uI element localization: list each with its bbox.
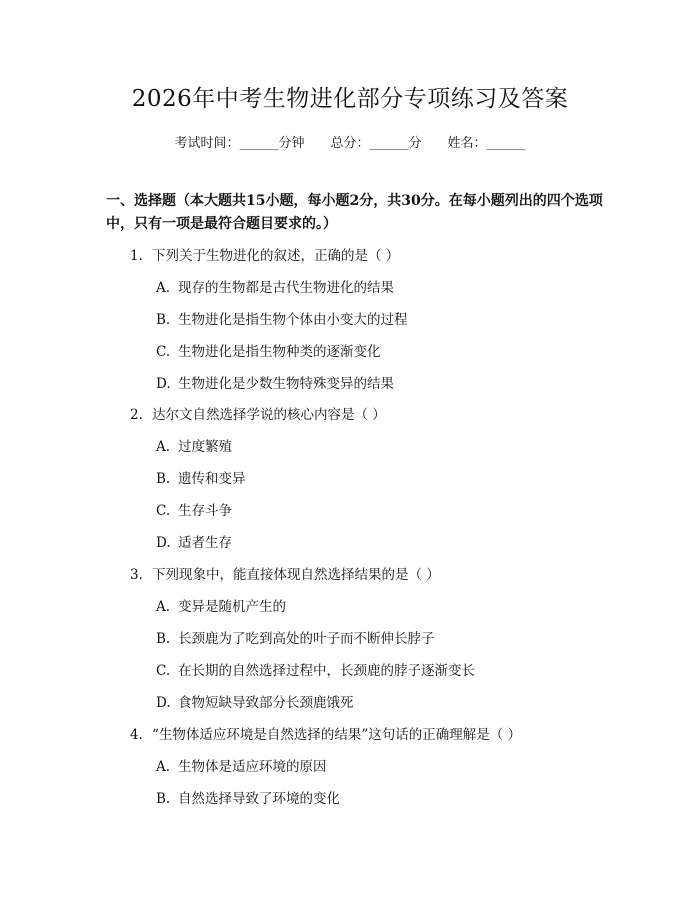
option-text: 生物进化是指生物种类的逐渐变化 — [178, 344, 381, 360]
option-label: D. — [156, 695, 171, 711]
option-label: D. — [156, 535, 171, 551]
question-number: 4. — [130, 727, 143, 743]
option-text: 生存斗争 — [178, 503, 232, 519]
option-text: 长颈鹿为了吃到高处的叶子而不断伸长脖子 — [178, 631, 435, 647]
option-label: C. — [156, 344, 171, 360]
exam-name: 姓名：______ — [447, 136, 526, 151]
option-label: B. — [156, 312, 171, 328]
question-2-option-a — [156, 435, 232, 455]
question-3 — [130, 563, 440, 583]
option-label: D. — [156, 376, 171, 392]
option-label: A. — [156, 439, 171, 455]
page-title: 2026年中考生物进化部分专项练习及答案 — [131, 86, 569, 112]
question-number: 1. — [130, 248, 143, 264]
question-2-option-d — [156, 531, 232, 551]
question-2-option-c — [156, 499, 232, 519]
question-text: 达尔文自然选择学说的核心内容是（ ） — [152, 407, 386, 423]
question-1-option-d — [156, 372, 394, 392]
option-text: 食物短缺导致部分长颈鹿饿死 — [178, 695, 354, 711]
option-text: 在长期的自然选择过程中，长颈鹿的脖子逐渐变长 — [178, 663, 475, 679]
exam-meta — [0, 132, 700, 151]
option-text: 遗传和变异 — [178, 471, 246, 487]
section-heading: 一、选择题（本大题共15小题，每小题2分，共30分。在每小题列出的四个选项中，只有一项是最符合题目要求的。） — [106, 193, 603, 232]
option-text: 现存的生物都是古代生物进化的结果 — [178, 280, 394, 296]
question-3-option-a — [156, 595, 286, 615]
question-1 — [130, 244, 399, 264]
exam-score: 总分：______分 — [330, 136, 422, 151]
option-label: C. — [156, 663, 171, 679]
question-text: 下列关于生物进化的叙述，正确的是（ ） — [152, 248, 400, 264]
option-text: 生物进化是少数生物特殊变异的结果 — [178, 376, 394, 392]
question-4-option-b — [156, 787, 340, 807]
question-4 — [130, 723, 521, 743]
question-3-option-c — [156, 659, 475, 679]
option-label: A. — [156, 280, 171, 296]
exam-time: 考试时间：______分钟 — [174, 136, 305, 151]
option-text: 过度繁殖 — [178, 439, 232, 455]
option-label: A. — [156, 759, 171, 775]
option-label: B. — [156, 471, 171, 487]
question-number: 3. — [130, 567, 143, 583]
option-text: 变异是随机产生的 — [178, 599, 286, 615]
option-text: 自然选择导致了环境的变化 — [178, 791, 340, 807]
option-label: B. — [156, 631, 171, 647]
option-label: C. — [156, 503, 171, 519]
question-4-option-a — [156, 755, 327, 775]
question-text: 下列现象中，能直接体现自然选择结果的是（ ） — [152, 567, 440, 583]
option-label: B. — [156, 791, 171, 807]
question-2-option-b — [156, 467, 246, 487]
option-text: 适者生存 — [178, 535, 232, 551]
question-number: 2. — [130, 407, 143, 423]
question-1-option-b — [156, 308, 408, 328]
question-3-option-d — [156, 691, 354, 711]
question-3-option-b — [156, 627, 435, 647]
question-2 — [130, 403, 386, 423]
question-1-option-a — [156, 276, 394, 296]
question-text: “生物体适应环境是自然选择的结果”这句话的正确理解是（ ） — [152, 727, 522, 743]
question-1-option-c — [156, 340, 381, 360]
option-text: 生物体是适应环境的原因 — [178, 759, 327, 775]
option-label: A. — [156, 599, 171, 615]
option-text: 生物进化是指生物个体由小变大的过程 — [178, 312, 408, 328]
